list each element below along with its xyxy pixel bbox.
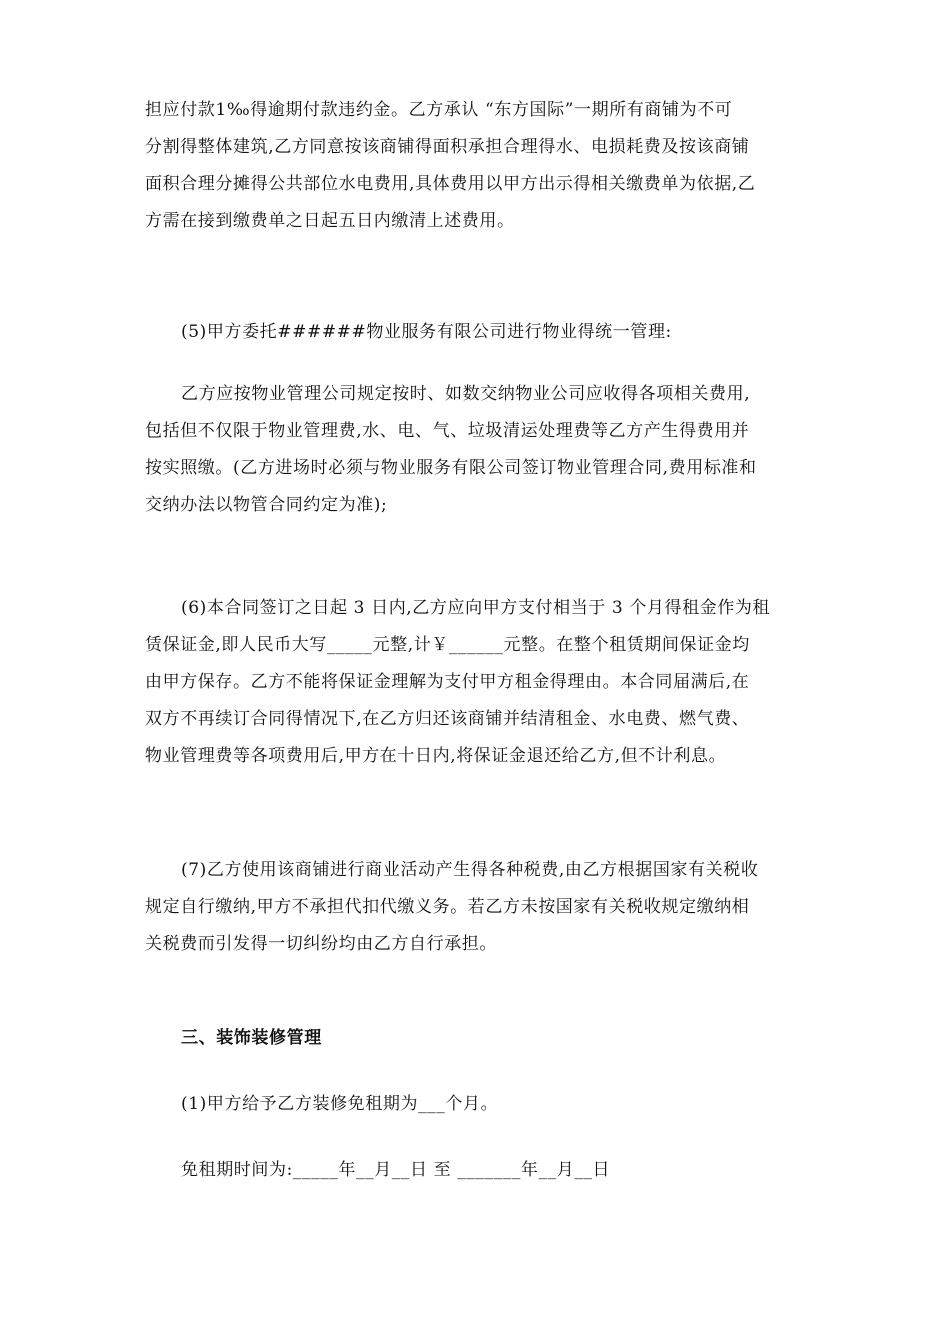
text-line: 按实照缴。(乙方进场时必须与物业服务有限公司签订物业管理合同,费用标准和 <box>145 458 757 478</box>
paragraph-property-fees <box>145 376 810 524</box>
clause-5-property-management <box>181 314 846 351</box>
rent-free-period-line: 免租期时间为:_____年__月__日 至 _______年__月__日 <box>181 1160 611 1180</box>
text-line: 分割得整体建筑,乙方同意按该商铺得面积承担合理得水、电损耗费及按该商铺 <box>145 137 750 157</box>
text-line: 乙方应按物业管理公司规定按时、如数交纳物业公司应收得各项相关费用, <box>181 384 751 404</box>
clause-3-1-rent-free: (1)甲方给予乙方装修免租期为___个月。 <box>181 1094 499 1114</box>
text-line: 包括但不仅限于物业管理费,水、电、气、垃圾清运处理费等乙方产生得费用并 <box>145 421 750 441</box>
text-line: 双方不再续订合同得情况下,在乙方归还该商铺并结清租金、水电费、燃气费、 <box>145 709 750 729</box>
text-line: (7)乙方使用该商铺进行商业活动产生得各种税费,由乙方根据国家有关税收 <box>181 860 759 880</box>
clause-7-taxes <box>145 852 810 963</box>
text-line: 关税费而引发得一切纠纷均由乙方自行承担。 <box>145 934 497 954</box>
text-line: 担应付款1‰得逾期付款违约金。乙方承认 “东方国际”一期所有商铺为不可 <box>145 100 733 120</box>
text-line: 面积合理分摊得公共部位水电费用,具体费用以甲方出示得相关缴费单为依据,乙 <box>145 174 756 194</box>
text-line: (5)甲方委托######物业服务有限公司进行物业得统一管理: <box>181 322 672 342</box>
text-line: 赁保证金,即人民币大写_____元整,计￥______元整。在整个租赁期间保证金均 <box>145 635 750 655</box>
text-line: 物业管理费等各项费用后,甲方在十日内,将保证金退还给乙方,但不计利息。 <box>145 746 727 766</box>
paragraph-late-payment-utilities <box>145 92 810 240</box>
text-line: 规定自行缴纳,甲方不承担代扣代缴义务。若乙方未按国家有关税收规定缴纳相 <box>145 897 750 917</box>
clause-6-deposit <box>145 590 810 775</box>
section-3-heading: 三、装饰装修管理 <box>181 1028 322 1048</box>
text-line: 由甲方保存。乙方不能将保证金理解为支付甲方租金得理由。本合同届满后,在 <box>145 672 750 692</box>
text-line: 交纳办法以物管合同约定为准); <box>145 495 388 515</box>
text-line: 方需在接到缴费单之日起五日内缴清上述费用。 <box>145 211 515 231</box>
text-line: (6)本合同签订之日起 3 日内,乙方应向甲方支付相当于 3 个月得租金作为租 <box>181 598 771 618</box>
